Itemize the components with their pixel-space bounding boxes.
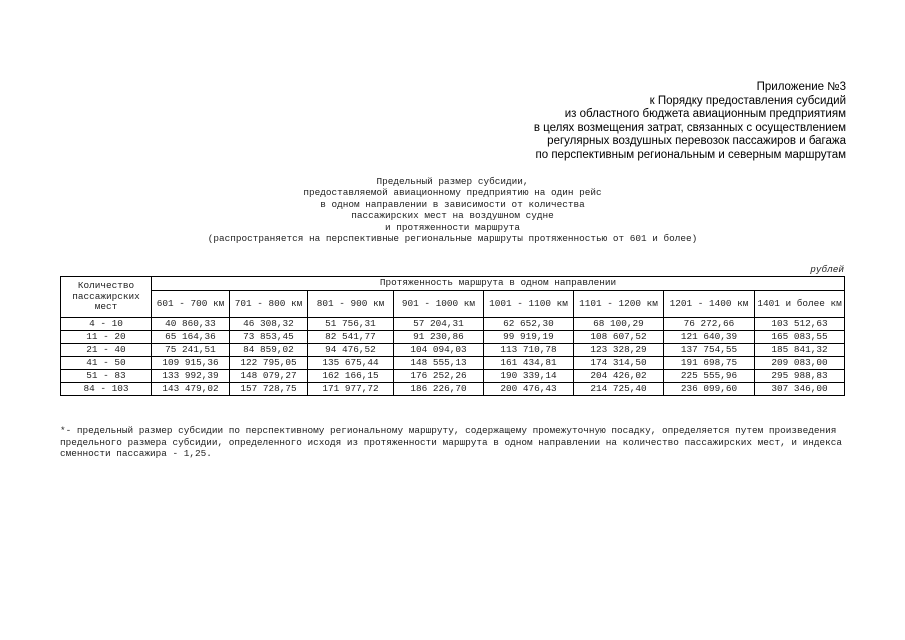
appendix-header bbox=[426, 81, 846, 163]
document-title bbox=[60, 176, 845, 244]
value-cell: 161 434,81 bbox=[484, 357, 574, 370]
appendix-line: Приложение №3 bbox=[756, 81, 846, 93]
table-row bbox=[61, 318, 845, 331]
value-cell: 307 346,00 bbox=[755, 383, 845, 396]
value-cell: 113 710,78 bbox=[484, 344, 574, 357]
seat-range-cell: 51 - 83 bbox=[61, 370, 152, 383]
seat-range-cell: 11 - 20 bbox=[61, 331, 152, 344]
column-header: 1201 - 1400 км bbox=[664, 291, 755, 318]
value-cell: 143 479,02 bbox=[152, 383, 230, 396]
value-cell: 104 094,03 bbox=[394, 344, 484, 357]
value-cell: 148 555,13 bbox=[394, 357, 484, 370]
value-cell: 137 754,55 bbox=[664, 344, 755, 357]
value-cell: 62 652,30 bbox=[484, 318, 574, 331]
value-cell: 68 100,29 bbox=[574, 318, 664, 331]
value-cell: 40 860,33 bbox=[152, 318, 230, 331]
value-cell: 214 725,40 bbox=[574, 383, 664, 396]
value-cell: 157 728,75 bbox=[230, 383, 308, 396]
value-cell: 148 079,27 bbox=[230, 370, 308, 383]
column-header: 1401 и более км bbox=[755, 291, 845, 318]
seat-range-cell: 21 - 40 bbox=[61, 344, 152, 357]
value-cell: 123 328,29 bbox=[574, 344, 664, 357]
title-line: Предельный размер субсидии, bbox=[376, 176, 529, 187]
value-cell: 185 841,32 bbox=[755, 344, 845, 357]
table-row bbox=[61, 370, 845, 383]
distance-header: Протяженность маршрута в одном направлении bbox=[152, 277, 845, 291]
value-cell: 57 204,31 bbox=[394, 318, 484, 331]
currency-label: рублей bbox=[810, 264, 844, 275]
column-header: 1101 - 1200 км bbox=[574, 291, 664, 318]
value-cell: 135 675,44 bbox=[308, 357, 394, 370]
value-cell: 94 476,52 bbox=[308, 344, 394, 357]
value-cell: 133 992,39 bbox=[152, 370, 230, 383]
table-row bbox=[61, 344, 845, 357]
value-cell: 99 919,19 bbox=[484, 331, 574, 344]
appendix-line: к Порядку предоставления субсидий bbox=[649, 94, 846, 107]
seat-range-cell: 41 - 50 bbox=[61, 357, 152, 370]
column-header: 901 - 1000 км bbox=[394, 291, 484, 318]
column-header: 801 - 900 км bbox=[308, 291, 394, 318]
value-cell: 75 241,51 bbox=[152, 344, 230, 357]
column-header: 701 - 800 км bbox=[230, 291, 308, 318]
value-cell: 190 339,14 bbox=[484, 370, 574, 383]
value-cell: 121 640,39 bbox=[664, 331, 755, 344]
value-cell: 76 272,66 bbox=[664, 318, 755, 331]
appendix-line: регулярных воздушных перевозок пассажиров и багажа bbox=[547, 135, 846, 148]
value-cell: 191 698,75 bbox=[664, 357, 755, 370]
title-line: пассажирских мест на воздушном судне bbox=[351, 210, 554, 222]
value-cell: 73 853,45 bbox=[230, 331, 308, 344]
value-cell: 225 555,96 bbox=[664, 370, 755, 383]
value-cell: 91 230,86 bbox=[394, 331, 484, 344]
value-cell: 174 314,50 bbox=[574, 357, 664, 370]
appendix-line: в целях возмещения затрат, связанных с осуществлением bbox=[533, 121, 846, 134]
value-cell: 103 512,63 bbox=[755, 318, 845, 331]
value-cell: 186 226,70 bbox=[394, 383, 484, 396]
value-cell: 51 756,31 bbox=[308, 318, 394, 331]
value-cell: 236 099,60 bbox=[664, 383, 755, 396]
appendix-line: по перспективным региональным и северным маршрутам bbox=[535, 148, 846, 161]
value-cell: 165 083,55 bbox=[755, 331, 845, 344]
seat-range-cell: 84 - 103 bbox=[61, 383, 152, 396]
column-header: 601 - 700 км bbox=[152, 291, 230, 318]
value-cell: 162 166,15 bbox=[308, 370, 394, 383]
value-cell: 209 083,00 bbox=[755, 357, 845, 370]
value-cell: 204 426,02 bbox=[574, 370, 664, 383]
title-line: в одном направлении в зависимости от количества bbox=[320, 198, 585, 210]
value-cell: 82 541,77 bbox=[308, 331, 394, 344]
seat-count-header: Количество пассажирских мест bbox=[61, 277, 152, 318]
value-cell: 200 476,43 bbox=[484, 383, 574, 396]
value-cell: 171 977,72 bbox=[308, 383, 394, 396]
value-cell: 46 308,32 bbox=[230, 318, 308, 331]
value-cell: 176 252,26 bbox=[394, 370, 484, 383]
seat-range-cell: 4 - 10 bbox=[61, 318, 152, 331]
footnote: *- предельный размер субсидии по перспективному региональному маршруту, содержащему промежуточную посадку, определяется путем произведения предельного размера субсидии, определенного исходя из протяженности маршрута в одном направлении на количество пассажирских мест, и индекса сменности пассажира - 1,25. bbox=[60, 425, 843, 459]
value-cell: 109 915,36 bbox=[152, 357, 230, 370]
appendix-line: из областного бюджета авиационным предприятиям bbox=[564, 108, 846, 121]
table-row bbox=[61, 331, 845, 344]
table-row bbox=[61, 357, 845, 370]
table-row bbox=[61, 383, 845, 396]
value-cell: 295 988,83 bbox=[755, 370, 845, 383]
value-cell: 84 859,02 bbox=[230, 344, 308, 357]
value-cell: 65 164,36 bbox=[152, 331, 230, 344]
subsidy-table bbox=[60, 276, 845, 396]
value-cell: 108 607,52 bbox=[574, 331, 664, 344]
column-header: 1001 - 1100 км bbox=[484, 291, 574, 318]
title-line: и протяженности маршрута bbox=[384, 221, 521, 233]
title-line: (распространяется на перспективные региональные маршруты протяженностью от 601 и более) bbox=[207, 233, 698, 245]
title-line: предоставляемой авиационному предприятию на один рейс bbox=[303, 187, 602, 199]
value-cell: 122 795,05 bbox=[230, 357, 308, 370]
